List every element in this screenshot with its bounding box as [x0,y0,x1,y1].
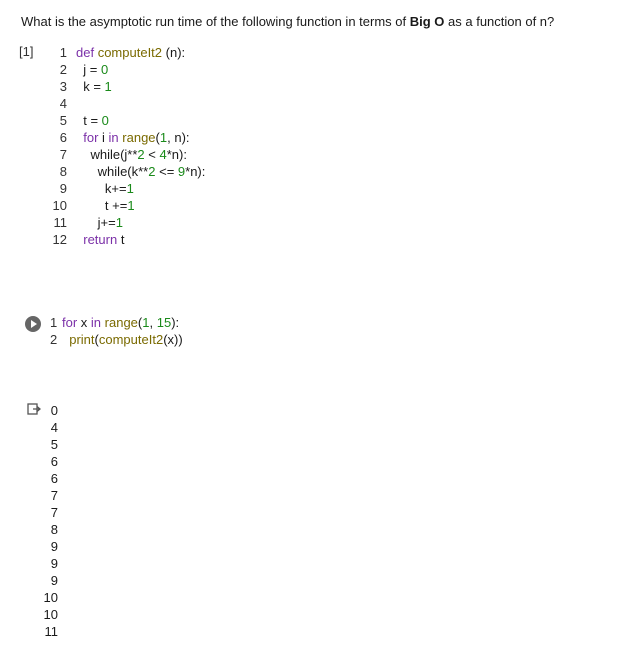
run-cell-button[interactable] [25,316,41,332]
code-line [50,214,450,231]
question-bold: Big O [409,14,445,29]
code-text: t +=1 [76,198,135,213]
line-number: 2 [50,332,58,347]
code-text: while(k**2 <= 9*n): [76,164,206,179]
code-line [50,231,450,248]
output-line: 5 [50,437,58,452]
output-line: 8 [50,522,58,537]
output-line: 9 [50,556,58,571]
code-line [50,129,450,146]
line-number: 2 [59,62,67,77]
line-number: 6 [59,130,67,145]
output-line: 9 [50,539,58,554]
line-number: 9 [59,181,67,196]
line-number: 1 [50,315,58,330]
code-cell-loop[interactable] [50,314,450,348]
code-text: k = 1 [76,79,112,94]
code-line [50,95,450,112]
code-line [50,314,450,331]
line-number: 5 [59,113,67,128]
output-line: 7 [50,488,58,503]
output-line: 6 [50,454,58,469]
code-text: print(computeIt2(x)) [69,332,183,347]
code-line [50,61,450,78]
code-text: k+=1 [76,181,134,196]
line-number: 3 [59,79,67,94]
code-line [50,331,450,348]
code-text: def computeIt2 (n): [76,45,186,60]
cell-output [38,402,58,640]
output-line: 6 [50,471,58,486]
line-number: 7 [59,147,67,162]
code-line [50,78,450,95]
output-line: 9 [50,573,58,588]
code-line [50,180,450,197]
code-text: return t [83,232,125,247]
output-line: 10 [43,590,58,605]
code-text: j = 0 [76,62,109,77]
output-line: 4 [50,420,58,435]
line-number: 11 [53,215,67,230]
code-line [50,44,450,61]
output-line: 10 [43,607,58,622]
question-suffix: as a function of n? [444,14,555,29]
code-line [50,163,450,180]
code-text: while(j**2 < 4*n): [76,147,187,162]
code-text: t = 0 [76,113,109,128]
code-text: j+=1 [76,215,123,230]
code-text: for i in range(1, n): [83,130,190,145]
question-text [21,14,554,29]
code-line [50,112,450,129]
line-number: 8 [59,164,67,179]
code-cell-function[interactable] [50,44,450,248]
output-line: 7 [50,505,58,520]
line-number: 4 [59,96,67,111]
code-text: for x in range(1, 15): [62,315,180,330]
code-line [50,197,450,214]
line-number: 10 [52,198,67,213]
line-number: 12 [52,232,67,247]
output-line: 11 [44,624,58,639]
line-number: 1 [59,45,67,60]
cell-execution-count: [1] [19,44,34,59]
question-prefix: What is the asymptotic run time of the following function in terms of [21,14,410,29]
code-line [50,146,450,163]
output-line: 0 [50,403,58,418]
